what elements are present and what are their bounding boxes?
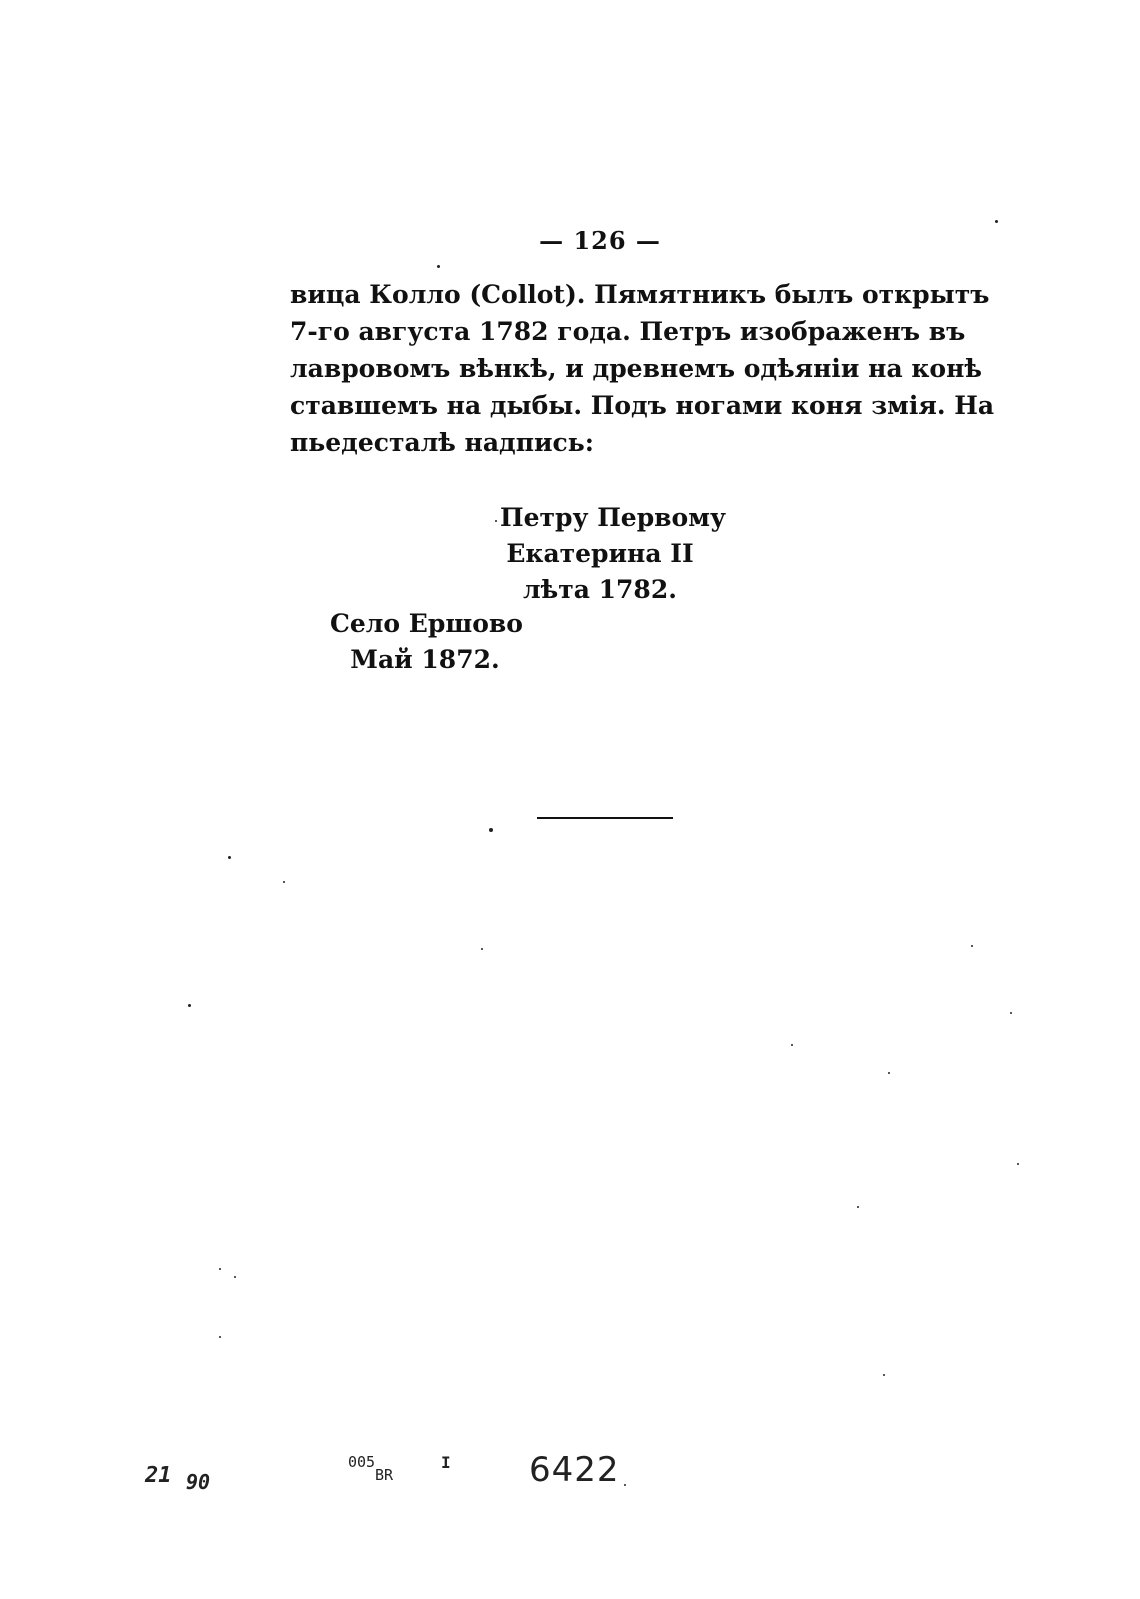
scan-speck — [228, 856, 231, 859]
scan-speck — [857, 1206, 859, 1208]
library-mark: 6422 — [529, 1450, 620, 1490]
scan-speck — [971, 945, 973, 947]
library-mark: 21 — [145, 1463, 172, 1488]
library-mark: 005 — [348, 1453, 376, 1471]
body-paragraph — [290, 276, 995, 461]
body-line: 7-го августа 1782 года. Петръ изображенъ въ — [290, 317, 966, 346]
scan-speck — [495, 520, 497, 522]
scan-speck — [481, 948, 483, 950]
inscription-line: лѣта 1782. — [523, 575, 677, 604]
inscription-line: Петру Первому — [500, 503, 726, 532]
scan-speck — [188, 1004, 191, 1007]
scan-speck — [1017, 1163, 1019, 1165]
page-number: — 126 — — [539, 226, 661, 255]
inscription-line: Екатерина II — [506, 539, 694, 568]
scan-speck — [883, 1374, 885, 1376]
monument-inscription — [500, 500, 726, 608]
library-mark: BR — [375, 1466, 394, 1484]
scan-speck — [219, 1268, 221, 1270]
body-line: ставшемъ на дыбы. Подъ ногами коня змія. На — [290, 391, 995, 420]
closing-rule — [537, 817, 673, 819]
body-line: пьедесталѣ надпись: — [290, 428, 594, 457]
library-mark: I — [441, 1453, 451, 1472]
scan-speck — [283, 881, 285, 883]
body-line: лавровомъ вѣнкѣ, и древнемъ одѣяніи на конѣ — [290, 354, 982, 383]
signature-date: Май 1872. — [350, 645, 500, 674]
scan-speck — [888, 1072, 890, 1074]
scan-speck — [489, 828, 493, 832]
scan-speck — [234, 1276, 236, 1278]
scan-speck — [791, 1044, 793, 1046]
scan-speck — [1010, 1012, 1012, 1014]
signature-place: Село Ершово — [330, 609, 523, 638]
body-line: вица Колло (Collot). Пямятникъ былъ открытъ — [290, 280, 990, 309]
library-mark: 90 — [186, 1470, 211, 1494]
scan-speck — [624, 1484, 626, 1486]
scan-speck — [995, 220, 998, 223]
scan-speck — [437, 265, 440, 268]
scan-speck — [219, 1336, 221, 1338]
signature-block — [330, 606, 523, 678]
